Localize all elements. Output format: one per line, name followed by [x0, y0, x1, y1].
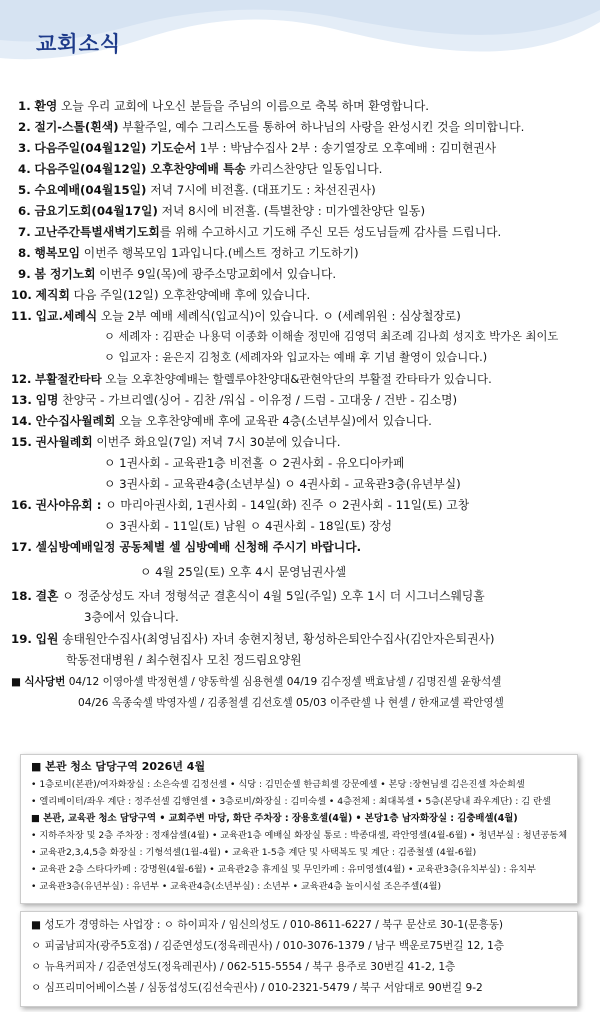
meal-duty-cont: 04/26 옥종숙셀 박영자셀 / 김종철셀 김선호셀 05/03 이주란셀 나 현셀 / 한재교셀 곽안영셀 [78, 697, 504, 709]
cleaning-line: • 교육관3층(유년부실) : 유년부 • 교육관4층(소년부실) : 소년부 • 교육관4층 놀이시설 조은주셀(4월) [31, 881, 442, 892]
cleaning-heading: ■ 본관 청소 담당구역 2026년 4월 [31, 760, 206, 773]
business-box [20, 911, 578, 1007]
notice-17-schedule: ㅇ 4월 25일(토) 오후 4시 문영님권사셀 [140, 565, 347, 579]
page-title: 교회소식 [36, 32, 122, 56]
notice-11-confirmed: ㅇ 입교자 : 윤은지 김청호 (세례자와 입교자는 예배 후 기념 촬영이 있습니다.) [104, 351, 488, 364]
notice-10: 10. 제직회 다음 주일(12일) 오후찬양예배 후에 있습니다. [11, 288, 311, 302]
cleaning-line: • 교육관2,3,4,5층 화장실 : 기형석셀(1월-4월) • 교육관 1-5층 계단 및 사택복도 및 계단 : 김종철셀 (4월-6월) [31, 847, 477, 858]
notice-5: 5. 수요예배(04월15일) 저녁 7시에 비전홀. (대표기도 : 차선진권사) [18, 183, 376, 197]
notice-19-cont: 학동전대병원 / 최수현집사 모친 정드림요양원 [66, 653, 302, 667]
business-line: ㅇ 심프리미어베이스볼 / 심동섭성도(김선숙권사) / 010-2321-5479 / 북구 서암대로 90번길 9-2 [31, 982, 483, 994]
notice-9: 9. 봄 정기노회 이번주 9일(목)에 광주소망교회에서 있습니다. [18, 267, 337, 281]
cleaning-line: • 교육관 2층 스타다카페 : 강명원(4월-6월) • 교육관2층 휴게실 및 무인카페 : 유미영셀(4월) • 교육관3층(유치부실) : 유치부 [31, 864, 536, 875]
notice-1: 1. 환영 오늘 우리 교회에 나오신 분들을 주님의 이름으로 축복 하며 환영합니다. [18, 99, 429, 113]
notice-4: 4. 다음주일(04월12일) 오후찬양예배 특송 카리스찬양단 일동입니다. [18, 162, 383, 176]
notice-17: 17. 셀심방예배일정 공동체별 셀 심방예배 신청해 주시기 바랍니다. [11, 540, 362, 554]
cleaning-line: • 엘리베이터/좌우 계단 : 정주선셀 김행연셀 • 3층로비/화장실 : 김미숙셀 • 4층전체 : 최대복셀 • 5층(본당내 좌우계단) : 김 란셀 [31, 796, 551, 807]
meal-duty: ■ 식사당번 04/12 이영아셀 박정현셀 / 양동학셀 심용현셀 04/19 김수정셀 백효남셀 / 김명진셀 윤항석셀 [11, 676, 502, 688]
notice-13: 13. 임명 찬양국 - 가브리엘(싱어 - 김찬 /워십 - 이유정 / 드럼 - 고대웅 / 건반 - 김소명) [11, 393, 458, 407]
cleaning-subheading: ■ 본관, 교육관 청소 담당구역 • 교회주변 마당, 화단 주차장 : 장용호셀(4월) • 본당1층 남자화장실 : 김충배셀(4월) [31, 813, 518, 824]
business-line: ㅇ 피굽남피자(광주5호점) / 김준연성도(정육레권사) / 010-3076-1379 / 남구 백운로75번길 12, 1층 [31, 940, 505, 952]
notice-19: 19. 입원 송태원안수집사(최영님집사) 자녀 송현지청년, 황성하은퇴안수집사(김안자은퇴권사) [11, 632, 495, 646]
cleaning-line: • 지하주차장 및 2층 주차장 : 정재삼셀(4월) • 교육관1층 예배실 화장실 통로 : 박종대셀, 곽안영셀(4월-6월) • 청년부실 : 청년공동체 [31, 830, 568, 841]
notice-16-trips: ㅇ 3권사회 - 11일(토) 남원 ㅇ 4권사회 - 18일(토) 장성 [104, 519, 393, 533]
notice-16: 16. 권사야유회 : ㅇ 마리아권사회, 1권사회 - 14일(화) 진주 ㅇ 2권사회 - 11일(토) 고창 [11, 498, 470, 512]
notice-14: 14. 안수집사월례회 오늘 오후찬양예배 후에 교육관 4층(소년부실)에서 있습니다. [11, 414, 432, 428]
notice-2: 2. 절기-스톨(흰색) 부활주일, 예수 그리스도를 통하여 하나님의 사랑을 완성시킨 것을 의미합니다. [18, 120, 525, 134]
notice-15-groups-a: ㅇ 1권사회 - 교육관1층 비전홀 ㅇ 2권사회 - 유오디아카페 [104, 456, 405, 470]
notice-11-baptized: ㅇ 세례자 : 김판순 나용덕 이종화 이해솔 정민애 김영덕 최조례 김나희 성지호 박가온 최이도 [104, 330, 559, 343]
notice-18-cont: 3층에서 있습니다. [84, 610, 179, 624]
notice-8: 8. 행복모임 이번주 행복모임 1과입니다.(베스트 정하고 기도하기) [18, 246, 359, 260]
notice-7: 7. 고난주간특별새벽기도회를 위해 수고하시고 기도해 주신 모든 성도님들께 감사를 드립니다. [18, 225, 502, 239]
business-heading: ■ 성도가 경영하는 사업장 : ㅇ 하이피자 / 임신의성도 / 010-8611-6227 / 북구 문산로 30-1(문흥동) [31, 919, 504, 931]
notice-18: 18. 결혼 ㅇ 정준상성도 자녀 정형석군 결혼식이 4월 5일(주일) 오후 1시 더 시그너스웨딩홀 [11, 589, 485, 603]
cleaning-box [20, 754, 578, 904]
notice-3: 3. 다음주일(04월12일) 기도순서 1부 : 박남수집사 2부 : 송기열장로 오후예배 : 김미현권사 [18, 141, 497, 155]
notice-15-groups-b: ㅇ 3권사회 - 교육관4층(소년부실) ㅇ 4권사회 - 교육관3층(유년부실) [104, 477, 461, 491]
notice-12: 12. 부활절칸타타 오늘 오후찬양예배는 할렐루야찬양대&관현악단의 부활절 칸타타가 있습니다. [11, 372, 492, 386]
business-line: ㅇ 뉴욕커피자 / 김준연성도(정육레권사) / 062-515-5554 / 북구 용주로 30번길 41-2, 1층 [31, 961, 456, 973]
notice-15: 15. 권사월례회 이번주 화요일(7일) 저녁 7시 30분에 있습니다. [11, 435, 341, 449]
notice-11: 11. 입교.세례식 오늘 2부 예배 세례식(입교식)이 있습니다. ㅇ (세례위원 : 심상철장로) [11, 309, 461, 323]
cleaning-line: • 1층로비(본관)/여자화장실 : 소은숙셀 김정선셀 • 식당 : 김민순셀 한금희셀 강문예셀 • 본당 :장현님셀 김은진셀 차순희셀 [31, 779, 525, 790]
header-banner [0, 0, 600, 90]
notice-6: 6. 금요기도회(04월17일) 저녁 8시에 비전홀. (특별찬양 : 미가엘찬양단 일동) [18, 204, 426, 218]
